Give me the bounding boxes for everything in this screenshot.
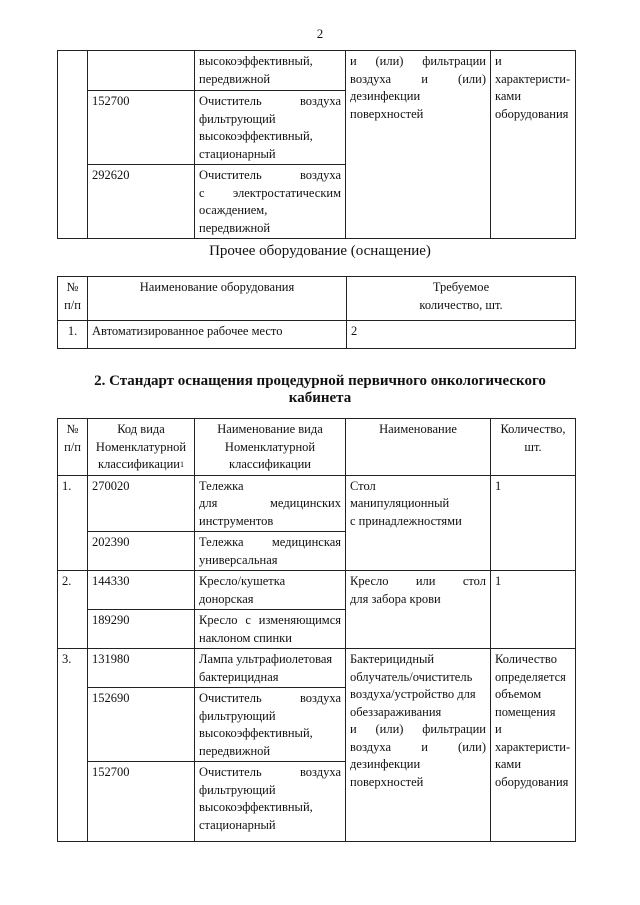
code-cell: 152690 bbox=[88, 688, 195, 762]
kind-name-cell: Очиститель воздуха фильтрующий высокоэффективный, стационарный bbox=[195, 91, 346, 165]
quantity-header: Требуемое количество, шт. bbox=[347, 277, 576, 321]
num-header: № п/п bbox=[58, 277, 88, 321]
num-cell: 1. bbox=[58, 321, 88, 349]
code-cell: 202390 bbox=[88, 532, 195, 571]
quantity-cell: и характеристи- ками оборудования bbox=[491, 51, 576, 239]
quantity-cell: 1 bbox=[491, 571, 576, 649]
section-2-table bbox=[57, 418, 576, 842]
code-cell: 131980 bbox=[88, 649, 195, 688]
page-number: 2 bbox=[316, 26, 324, 41]
code-cell bbox=[88, 51, 195, 91]
name-header: Наименование оборудования bbox=[88, 277, 347, 321]
code-cell: 144330 bbox=[88, 571, 195, 610]
kind-name-cell: Тележка медицинская универсальная bbox=[195, 532, 346, 571]
code-cell: 152700 bbox=[88, 91, 195, 165]
quantity-cell: 2 bbox=[347, 321, 576, 349]
continuation-table bbox=[57, 50, 576, 239]
code-cell: 270020 bbox=[88, 475, 195, 532]
other-equipment-title: Прочее оборудование (оснащение) bbox=[209, 243, 431, 259]
quantity-cell: Количество определяется объемом помещения и характеристи- ками оборудования bbox=[491, 649, 576, 842]
kind-name-cell: Кресло/кушетка донорская bbox=[195, 571, 346, 610]
kind-name-cell: Очиститель воздуха фильтрующий высокоэффективный, стационарный bbox=[195, 762, 346, 842]
kind-name-cell: Кресло с изменяющимся наклоном спинки bbox=[195, 610, 346, 649]
naming-cell: Стол манипуляционный с принадлежностями bbox=[346, 475, 491, 571]
kind-name-cell: Очиститель воздуха с электростатическим осаждением, передвижной bbox=[195, 165, 346, 239]
num-header: № п/п bbox=[58, 419, 88, 476]
kind-name-cell: Очиститель воздуха фильтрующий высокоэффективный, передвижной bbox=[195, 688, 346, 762]
kind-name-cell: Тележка для медицинских инструментов bbox=[195, 475, 346, 532]
code-header: Код вида Номенклатурной классификации$^1$ bbox=[88, 419, 195, 476]
naming-cell: Кресло или стол для забора крови bbox=[346, 571, 491, 649]
code-cell: 292620 bbox=[88, 165, 195, 239]
group-num-cell: 1. bbox=[58, 475, 88, 571]
kind-name-header: Наименование вида Номенклатурной классификации bbox=[195, 419, 346, 476]
group-num-cell: 3. bbox=[58, 649, 88, 842]
kind-name-cell: Лампа ультрафиолетовая бактерицидная bbox=[195, 649, 346, 688]
kind-name-cell: высокоэффективный, передвижной bbox=[195, 51, 346, 91]
naming-cell: и (или) фильтрации воздуха и (или) дезинфекции поверхностей bbox=[346, 51, 491, 239]
group-num-cell: 2. bbox=[58, 571, 88, 649]
section-2-title: 2. Стандарт оснащения процедурной первичного онкологического кабинета bbox=[94, 373, 546, 406]
naming-header: Наименование bbox=[346, 419, 491, 476]
quantity-header: Количество, шт. bbox=[491, 419, 576, 476]
code-cell: 152700 bbox=[88, 762, 195, 842]
num-cell bbox=[58, 51, 88, 239]
other-equipment-table bbox=[57, 276, 576, 349]
code-cell: 189290 bbox=[88, 610, 195, 649]
quantity-cell: 1 bbox=[491, 475, 576, 571]
name-cell: Автоматизированное рабочее место bbox=[88, 321, 347, 349]
naming-cell: Бактерицидный облучатель/очиститель воздуха/устройство для обеззараживания и (или) фильтрации воздуха и (или) дезинфекции поверхностей bbox=[346, 649, 491, 842]
